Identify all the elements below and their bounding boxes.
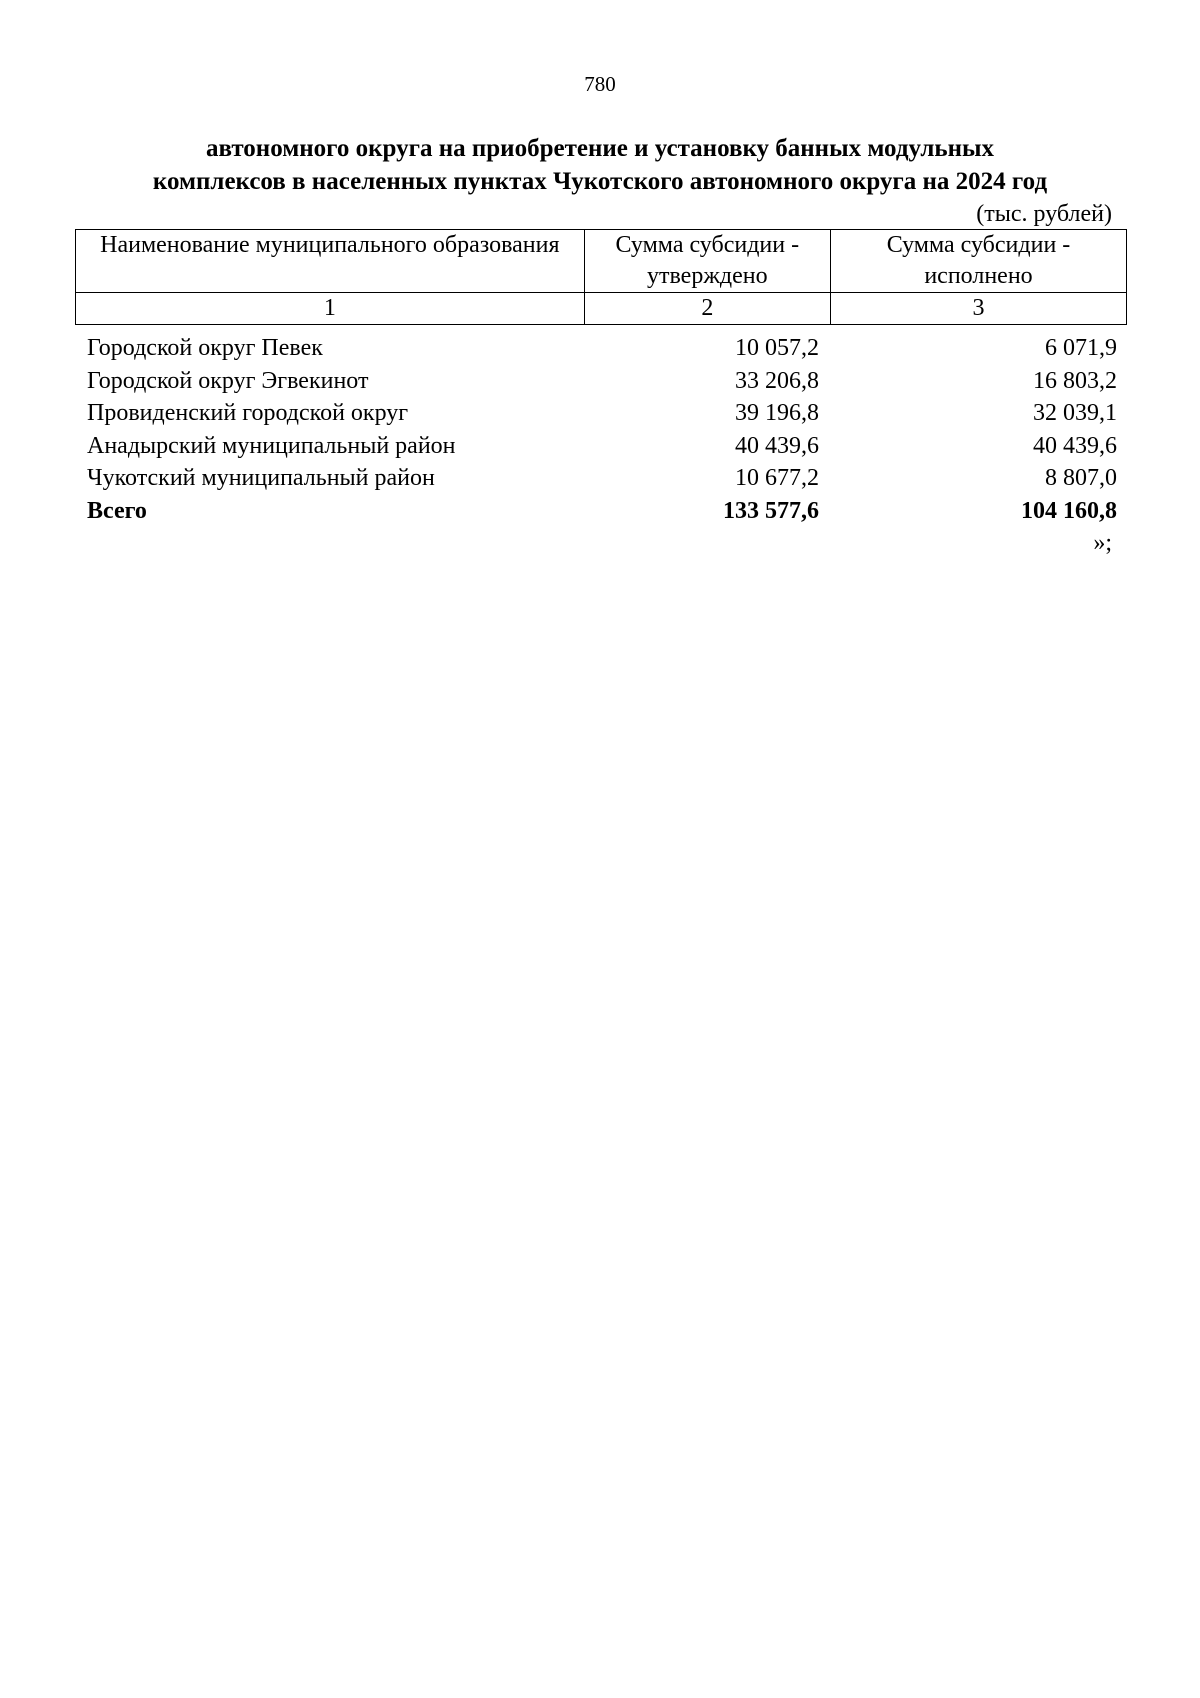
executed-value: 40 439,6 bbox=[1033, 432, 1117, 459]
executed-value: 8 807,0 bbox=[1045, 465, 1117, 492]
units-label: (тыс. рублей) bbox=[976, 201, 1112, 227]
table-header-row bbox=[76, 230, 1127, 293]
column-number-3: 3 bbox=[831, 293, 1127, 325]
executed-value: 32 039,1 bbox=[1033, 400, 1117, 427]
header-municipality: Наименование муниципального образования bbox=[76, 230, 585, 293]
table-row bbox=[75, 365, 1127, 398]
municipality-name: Чукотский муниципальный район bbox=[87, 465, 435, 492]
table-header bbox=[75, 229, 1127, 325]
total-approved-value: 133 577,6 bbox=[723, 497, 819, 524]
approved-value: 10 057,2 bbox=[735, 335, 819, 361]
table-row bbox=[75, 397, 1127, 430]
approved-value: 33 206,8 bbox=[735, 367, 819, 394]
column-number-2: 2 bbox=[584, 293, 830, 325]
page-number: 780 bbox=[584, 72, 616, 96]
municipality-name: Анадырский муниципальный район bbox=[87, 432, 456, 459]
municipality-name: Провиденский городской округ bbox=[87, 400, 409, 427]
approved-value: 10 677,2 bbox=[735, 465, 819, 492]
table-row bbox=[75, 332, 1127, 365]
approved-value: 39 196,8 bbox=[735, 400, 819, 427]
table-body bbox=[75, 332, 1127, 528]
municipality-name: Городской округ Певек bbox=[87, 335, 323, 361]
municipality-name: Городской округ Эгвекинот bbox=[87, 367, 369, 394]
closing-quote-mark: »; bbox=[1093, 530, 1112, 556]
table-column-numbers bbox=[76, 293, 1127, 325]
table-row bbox=[75, 462, 1127, 495]
total-row bbox=[75, 495, 1127, 528]
table-row bbox=[75, 430, 1127, 463]
total-label: Всего bbox=[87, 497, 147, 524]
total-executed-value: 104 160,8 bbox=[1021, 497, 1117, 524]
title-line-2: комплексов в населенных пунктах Чукотского автономного округа на 2024 год bbox=[152, 168, 1048, 195]
title-line-1: автономного округа на приобретение и установку банных модульных bbox=[205, 135, 995, 162]
document-title bbox=[75, 132, 1125, 198]
executed-value: 6 071,9 bbox=[1045, 335, 1117, 361]
column-number-1: 1 bbox=[76, 293, 585, 325]
header-executed: Сумма субсидии - исполнено bbox=[831, 230, 1127, 293]
header-approved: Сумма субсидии - утверждено bbox=[584, 230, 830, 293]
executed-value: 16 803,2 bbox=[1033, 367, 1117, 394]
approved-value: 40 439,6 bbox=[735, 432, 819, 459]
